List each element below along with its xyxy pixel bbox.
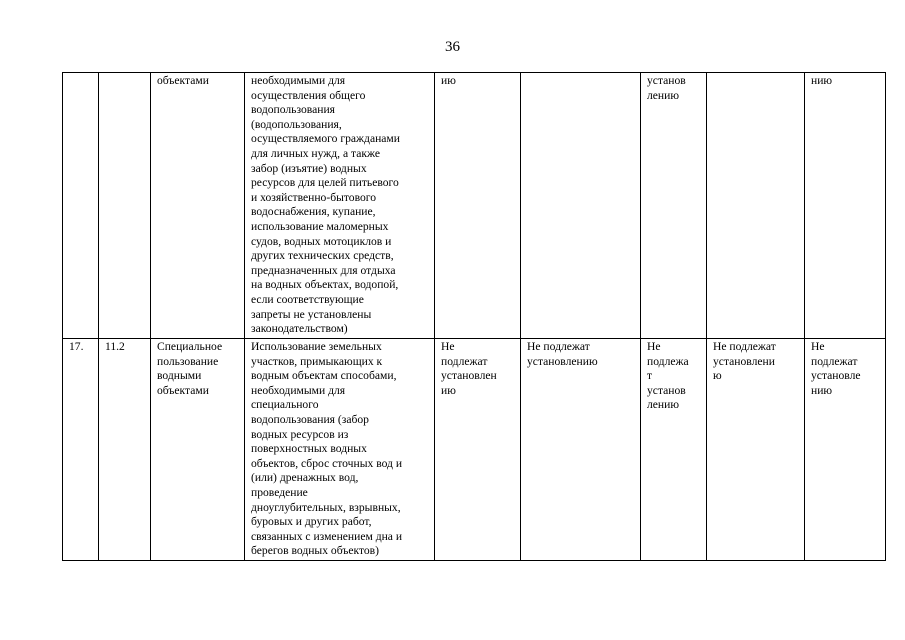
- cell-description: [245, 73, 435, 339]
- cell-text-line: нию: [811, 383, 833, 397]
- cell-param-4: [707, 339, 805, 561]
- land-use-table: [62, 72, 886, 561]
- cell-code: [99, 339, 151, 561]
- cell-text-line: проведение: [251, 485, 308, 499]
- cell-text-line: ию: [441, 74, 456, 87]
- cell-text-line: (или) дренажных вод,: [251, 471, 359, 485]
- cell-text-line: пользование: [157, 354, 219, 368]
- cell-text-line: Специальное: [157, 340, 223, 353]
- cell-text-line: если соответствующие: [251, 292, 364, 306]
- cell-description: [245, 339, 435, 561]
- cell-text-line: забор (изъятие) водных: [251, 161, 367, 175]
- cell-text-line: Не подлежат: [713, 340, 776, 353]
- cell-text-line: других технических средств,: [251, 249, 394, 263]
- cell-text-line: водопользования (забор: [251, 412, 369, 426]
- cell-text-line: объектов, сброс сточных вод и: [251, 456, 403, 470]
- cell-text-line: ю: [713, 369, 722, 383]
- cell-text-line: Использование земельных: [251, 340, 382, 353]
- cell-text-line: лению: [647, 398, 680, 412]
- cell-text-line: дноуглубительных, взрывных,: [251, 500, 401, 514]
- cell-text-line: установле: [811, 369, 861, 383]
- cell-param-1: [435, 73, 521, 339]
- cell-text-line: нию: [811, 74, 833, 87]
- cell-text-line: лению: [647, 88, 680, 102]
- cell-text-line: участков, примыкающих к: [251, 354, 383, 368]
- page-number: 36: [445, 39, 460, 55]
- cell-text-line: для личных нужд, а также: [251, 146, 381, 160]
- table-row: [63, 73, 886, 339]
- cell-text-line: установ: [647, 383, 686, 397]
- cell-text-line: судов, водных мотоциклов и: [251, 234, 392, 248]
- table-row: [63, 339, 886, 561]
- cell-text-line: специального: [251, 398, 319, 412]
- cell-text-line: т: [647, 369, 653, 383]
- cell-text-line: (водопользования,: [251, 117, 342, 131]
- cell-row-number: [63, 339, 99, 561]
- cell-text-line: берегов водных объектов): [251, 544, 379, 558]
- cell-text-line: 17.: [69, 340, 84, 353]
- cell-param-2: [521, 339, 641, 561]
- cell-text-line: водоснабжения, купание,: [251, 205, 376, 219]
- cell-text-line: водными: [157, 369, 202, 383]
- cell-text-line: использование маломерных: [251, 219, 389, 233]
- cell-text-line: необходимыми для: [251, 74, 346, 87]
- cell-use-type-name: [151, 339, 245, 561]
- cell-text-line: 11.2: [105, 340, 125, 353]
- cell-text-line: на водных объектах, водопой,: [251, 278, 399, 292]
- cell-text-line: объектами: [157, 74, 209, 87]
- cell-text-line: законодательством): [251, 322, 348, 336]
- cell-text-line: ресурсов для целей питьевого: [251, 176, 399, 190]
- cell-param-4: [707, 73, 805, 339]
- cell-use-type-name: [151, 73, 245, 339]
- cell-text-line: осуществляемого гражданами: [251, 132, 400, 146]
- cell-text-line: связанных с изменением дна и: [251, 529, 403, 543]
- cell-param-5: [805, 73, 886, 339]
- cell-text-line: водных ресурсов из: [251, 427, 349, 441]
- cell-text-line: подлежат: [811, 354, 858, 368]
- cell-text-line: подлежат: [441, 354, 488, 368]
- cell-param-5: [805, 339, 886, 561]
- cell-text-line: водным объектам способами,: [251, 369, 397, 383]
- cell-text-line: и хозяйственно-бытового: [251, 190, 377, 204]
- cell-text-line: необходимыми для: [251, 383, 346, 397]
- cell-text-line: предназначенных для отдыха: [251, 263, 396, 277]
- cell-text-line: установлению: [527, 354, 598, 368]
- cell-code: [99, 73, 151, 339]
- cell-text-line: установ: [647, 74, 686, 87]
- cell-param-2: [521, 73, 641, 339]
- cell-text-line: запреты не установлены: [251, 307, 372, 321]
- cell-text-line: буровых и других работ,: [251, 515, 372, 529]
- cell-text-line: объектами: [157, 383, 209, 397]
- cell-text-line: подлежа: [647, 354, 689, 368]
- cell-text-line: водопользования: [251, 103, 335, 117]
- cell-text-line: Не: [811, 340, 825, 353]
- cell-text-line: осуществления общего: [251, 88, 366, 102]
- cell-param-1: [435, 339, 521, 561]
- cell-text-line: Не подлежат: [527, 340, 590, 353]
- cell-text-line: поверхностных водных: [251, 442, 367, 456]
- cell-text-line: Не: [647, 340, 661, 353]
- cell-param-3: [641, 339, 707, 561]
- cell-row-number: [63, 73, 99, 339]
- cell-text-line: установлени: [713, 354, 775, 368]
- cell-param-3: [641, 73, 707, 339]
- cell-text-line: Не: [441, 340, 455, 353]
- cell-text-line: ию: [441, 383, 456, 397]
- cell-text-line: установлен: [441, 369, 497, 383]
